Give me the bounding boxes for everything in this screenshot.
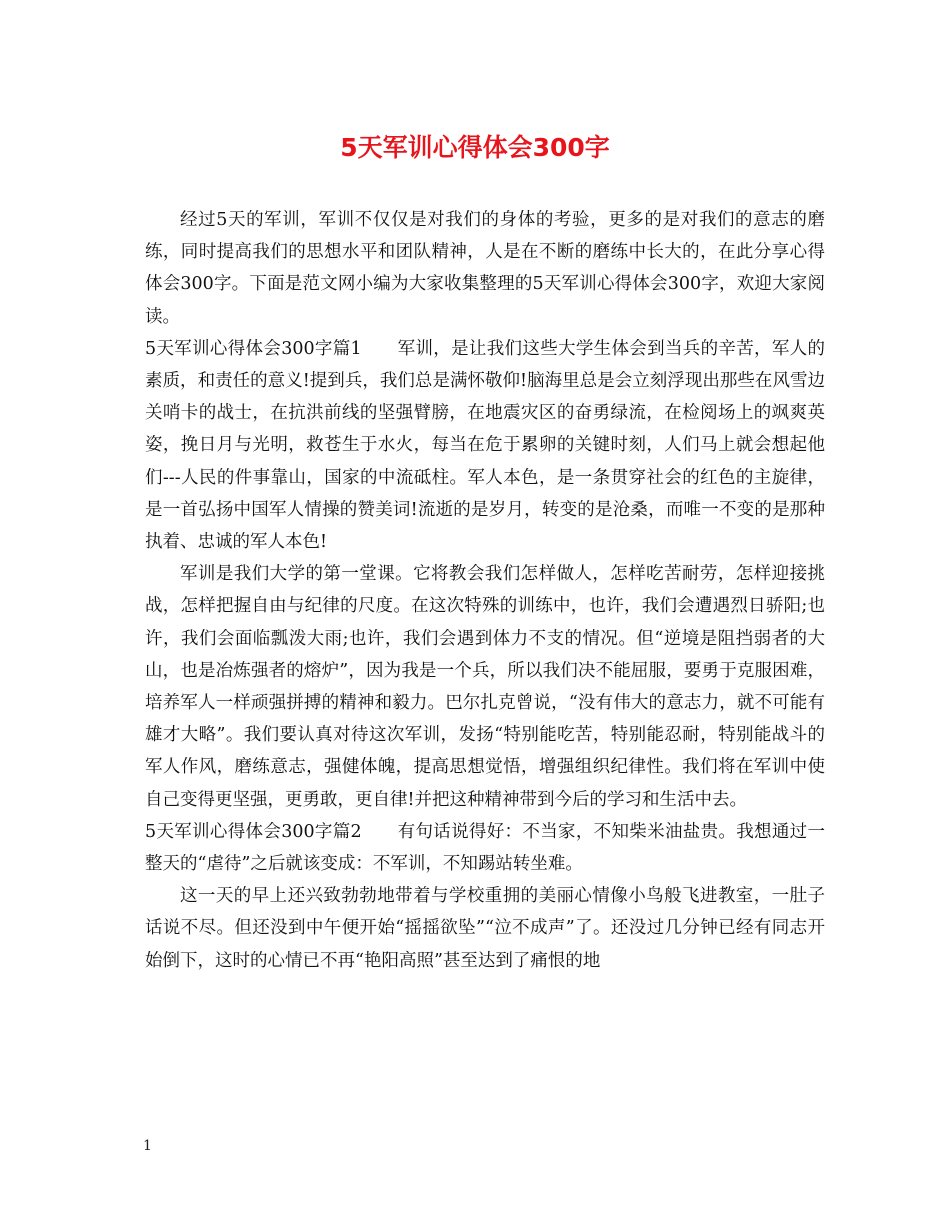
paragraph-section-1: 5天军训心得体会300字篇1 军训，是让我们这些大学生体会到当兵的辛苦，军人的素质，和责任的意义!提到兵，我们总是满怀敬仰!脑海里总是会立刻浮现出那些在风雪边关哨卡的战士，在抗洪前线的坚强臂膀，在地震灾区的奋勇绿流，在检阅场上的飒爽英姿，挽日月与光明，救苍生于水火，每当在危于累卵的关键时刻，人们马上就会想起他们---人民的件事靠山，国家的中流砥柱。军人本色，是一条贯穿社会的红色的主旋律，是一首弘扬中国军人情操的赞美词!流逝的是岁月，转变的是沧桑，而唯一不变的是那种执着、忠诚的军人本色! [145,338,825,553]
document-title: 5天军训心得体会300字 [340,133,610,162]
paragraph-morning: 这一天的早上还兴致勃勃地带着与学校重拥的美丽心情像小鸟般飞进教室，一肚子话说不尽。但还没到中午便开始“摇摇欲坠”“泣不成声”了。还没过几分钟已经有同志开始倒下，这时的心情已不再“艳阳高照”甚至达到了痛恨的地 [145,886,825,971]
paragraph-military-training: 军训是我们大学的第一堂课。它将教会我们怎样做人，怎样吃苦耐劳，怎样迎接挑战，怎样把握自由与纪律的尺度。在这次特殊的训练中，也许，我们会遭遇烈日骄阳;也许，我们会面临瓢泼大雨;也许，我们会遇到体力不支的情况。但“逆境是阻挡弱者的大山，也是冶炼强者的熔炉”，因为我是一个兵，所以我们决不能屈服，要勇于克服困难，培养军人一样顽强拼搏的精神和毅力。巴尔扎克曾说，“没有伟大的意志力，就不可能有雄才大略”。我们要认真对待这次军训，发扬“特别能吃苦，特别能忍耐，特别能战斗的军人作风，磨练意志，强健体魄，提高思想觉悟，增强组织纪律性。我们将在军训中使自己变得更坚强，更勇敢，更自律!并把这种精神带到今后的学习和生活中去。 [145,564,825,810]
paragraph-intro: 经过5天的军训，军训不仅仅是对我们的身体的考验，更多的是对我们的意志的磨练，同时提高我们的思想水平和团队精神，人是在不断的磨练中长大的，在此分享心得体会300字。下面是范文网小编为大家收集整理的5天军训心得体会300字，欢迎大家阅读。 [145,210,825,327]
page-number: 1 [143,1138,152,1154]
paragraph-section-2: 5天军训心得体会300字篇2 有句话说得好：不当家，不知柴米油盐贵。我想通过一整天的“虐待”之后就该变成：不军训，不知踢站转坐难。 [145,821,825,875]
document-body [145,204,825,977]
